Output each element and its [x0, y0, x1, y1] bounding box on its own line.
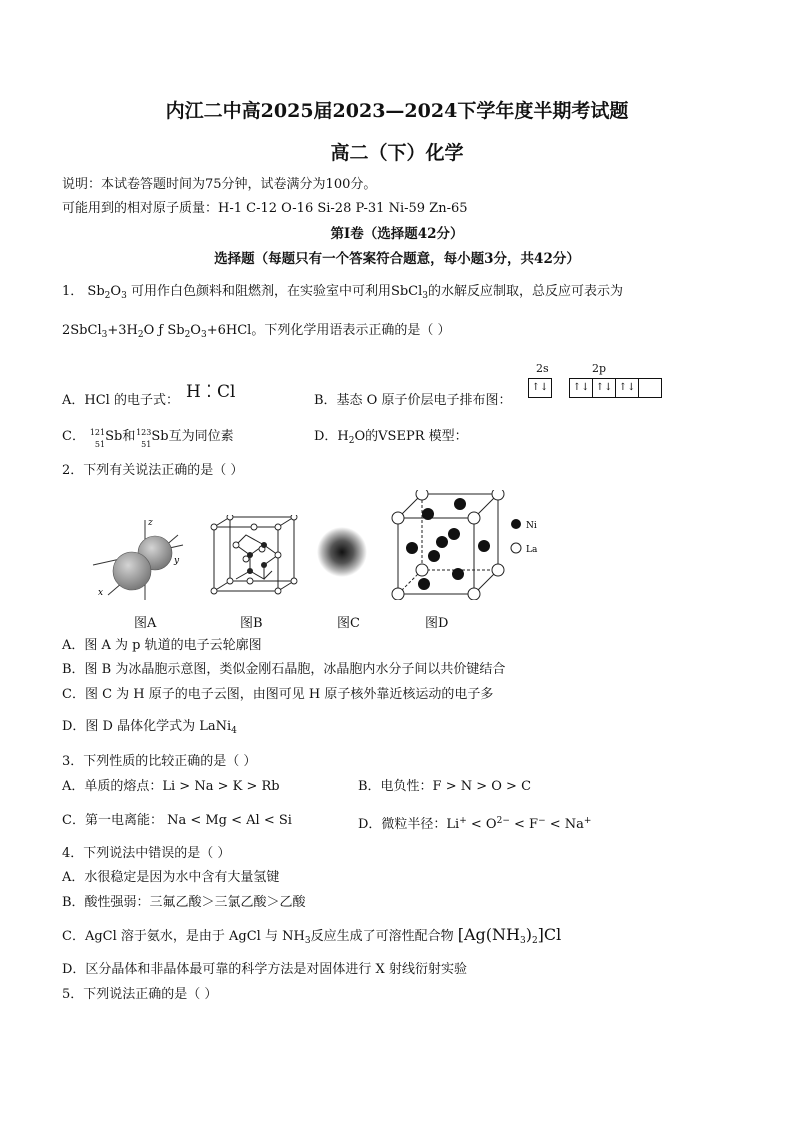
q1-sub: 3	[121, 291, 127, 301]
sup: +	[459, 816, 467, 826]
q2-option-a: A．图 A 为 p 轨道的电子云轮廓图	[62, 638, 262, 653]
q4-option-d: D．区分晶体和非晶体最可靠的科学方法是对固体进行 X 射线衍射实验	[62, 962, 467, 977]
sub: 2	[348, 436, 355, 446]
figure-c-electron-cloud	[316, 526, 368, 578]
atomic-number: 51	[141, 440, 152, 449]
orbital-diagram	[529, 377, 662, 399]
legend-la-label: La	[526, 545, 538, 555]
exam-info-time: 说明：本试卷答题时间为75分钟，试卷满分为100分。	[62, 177, 377, 192]
q1-text: 可用作白色颜料和阻燃剂，在实验室中可利用	[130, 284, 391, 299]
option-text: D．图 D 晶体化学式为 LaNi	[62, 719, 232, 734]
orbital-box-2p: ↑↓	[592, 378, 616, 398]
complex-formula: [Ag(NH	[457, 925, 520, 944]
isotope-prefix	[135, 428, 152, 449]
q1-sub: 2	[104, 291, 111, 301]
q2-option-d	[62, 718, 237, 740]
option-text: < O	[466, 817, 497, 832]
q4-option-b: B．酸性强弱：三氟乙酸＞三氯乙酸＞乙酸	[62, 895, 306, 910]
q1-number: 1．	[62, 284, 84, 299]
figure-c-caption: 图C	[337, 616, 360, 631]
q1-formula-sbcl: SbCl	[390, 284, 423, 299]
sup: −	[538, 816, 546, 826]
q3-option-a: A．单质的熔点：Li > Na > K > Rb	[62, 779, 280, 794]
sup: 2−	[496, 816, 510, 826]
q3-stem: 3．下列性质的比较正确的是（ ）	[62, 754, 257, 769]
conjunction: 和	[122, 429, 136, 444]
figure-d-lani-crystal-cell	[388, 490, 558, 600]
mass-number: 123	[136, 428, 152, 437]
option-text: < Na	[545, 817, 584, 832]
eq-part: +3H	[107, 323, 138, 338]
exam-title: 内江二中高2025届2023—2024下学年度半期考试题	[165, 100, 629, 122]
option-text: 反应生成了可溶性配合物	[310, 929, 454, 944]
q1-option-c	[62, 428, 234, 449]
axis-x-label: x	[98, 588, 104, 598]
section-instructions: 选择题（每题只有一个答案符合题意，每小题3分，共42分）	[214, 251, 580, 267]
q1-question: 。下列化学用语表示正确的是（ ）	[251, 323, 451, 338]
option-text: 互为同位素	[168, 429, 234, 444]
orbital-box-2s: ↑↓	[528, 378, 552, 398]
eq-part: 2SbCl	[62, 323, 102, 338]
orbital-box-2p: ↑↓	[569, 378, 593, 398]
q1-equation	[62, 322, 450, 344]
orbital-2p-label: 2p	[592, 362, 607, 375]
legend-ni-marker	[511, 519, 521, 529]
sup: +	[583, 816, 592, 826]
q5-stem: 5．下列说法正确的是（ ）	[62, 987, 218, 1002]
q4-stem: 4．下列说法中错误的是（ ）	[62, 846, 231, 861]
axis-y-label: y	[174, 556, 180, 566]
option-label: D．H	[314, 429, 349, 444]
eq-part: +6HCl	[206, 323, 252, 338]
q2-option-c: C．图 C 为 H 原子的电子云图，由图可见 H 原子核外靠近核运动的电子多	[62, 687, 494, 702]
q1-option-b: B．基态 O 原子价层电子排布图：	[314, 393, 512, 408]
exam-info-atomic-mass: 可能用到的相对原子质量：H-1 C-12 O-16 Si-28 P-31 Ni-59 Zn-65	[62, 201, 468, 216]
sub: 3	[519, 936, 526, 946]
figure-b-ice-crystal-cell	[206, 515, 302, 595]
q1-option-a	[62, 392, 179, 410]
sub: 2	[531, 936, 538, 946]
atomic-number: 51	[94, 440, 106, 449]
orbital-2s-label: 2s	[536, 362, 549, 375]
sub: 3	[304, 936, 311, 946]
element-symbol: Sb	[151, 429, 169, 444]
figure-d-caption: 图D	[425, 616, 449, 631]
q1-stem-line1	[62, 283, 623, 305]
q2-option-b: B．图 B 为冰晶胞示意图，类似金刚石晶胞，冰晶胞内水分子间以共价键结合	[62, 662, 506, 677]
q1-formula-o: O	[110, 284, 122, 299]
option-text: C．AgCl 溶于氨水，是由于 AgCl 与 NH	[62, 929, 305, 944]
figure-a-p-orbital	[88, 515, 188, 605]
eq-sub: 3	[200, 330, 207, 340]
eq-part: O	[190, 323, 201, 338]
option-label: C．	[62, 429, 85, 444]
exam-subtitle: 高二（下）化学	[330, 142, 464, 164]
eq-sub: 3	[101, 330, 108, 340]
option-text: < F	[509, 817, 539, 832]
orbital-box-2p	[638, 378, 662, 398]
isotope-prefix	[89, 428, 106, 449]
eq-sub: 2	[184, 330, 191, 340]
q2-stem: 2．下列有关说法正确的是（ ）	[62, 463, 244, 478]
q4-option-c	[62, 926, 561, 950]
q1-option-d	[314, 428, 468, 450]
legend-ni-label: Ni	[526, 521, 537, 531]
q1-formula-sb: Sb	[87, 284, 105, 299]
figure-a-caption: 图A	[134, 616, 157, 631]
legend-la-marker	[511, 543, 521, 553]
q1-sub: 3	[422, 291, 429, 301]
q3-option-c: C．第一电离能： Na < Mg < Al < Si	[62, 813, 292, 828]
axis-z-label: z	[148, 518, 153, 528]
option-text: D．微粒半径：Li	[358, 817, 460, 832]
q4-option-a: A．水很稳定是因为水中含有大量氢键	[62, 870, 280, 885]
q1-text: 的水解反应制取，总反应可表示为	[428, 284, 624, 299]
section-title: 第Ⅰ卷（选择题42分）	[330, 226, 464, 242]
option-label: A．HCl 的电子式：	[62, 393, 179, 408]
option-text: O的VSEPR 模型：	[354, 429, 468, 444]
complex-formula: ]Cl	[537, 925, 562, 944]
q3-option-b: B．电负性：F > N > O > C	[358, 779, 532, 794]
element-symbol: Sb	[105, 429, 123, 444]
complex-formula: )	[525, 925, 532, 944]
mass-number: 121	[89, 428, 106, 437]
eq-part: O ƒ Sb	[143, 323, 185, 338]
sub: 4	[231, 726, 237, 736]
orbital-box-2p: ↑↓	[615, 378, 639, 398]
figure-b-caption: 图B	[240, 616, 263, 631]
hcl-electron-formula: H ⁚ Cl	[186, 382, 236, 402]
q3-option-d	[358, 812, 591, 834]
eq-sub: 2	[137, 330, 144, 340]
